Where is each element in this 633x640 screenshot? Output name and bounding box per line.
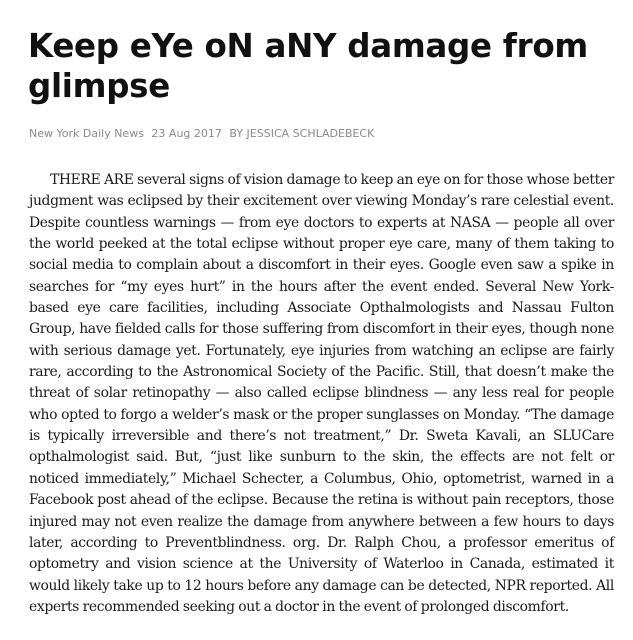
article-date: 23 Aug 2017 [151, 127, 222, 140]
article-body: THERE ARE several signs of vision damage to keep an eye on for those whose better judgment was eclipsed by their excitement over viewing Monday’s rare celestial event. Despite countless warnings — from eye doctors to experts at NASA — people all over the world peeked at the total eclipse without proper eye care, many of them taking to social media to complain about a discomfort in their eyes. Google even saw a spike in searches for “my eyes hurt” in the hours after the event ended. Several New York-based eye care facilities, including Associate Opthalmologists and Nassau Fulton Group, have fielded calls for those suffering from discomfort in their eyes, though none with serious damage yet. Fortunately, eye injuries from watching an eclipse are fairly rare, according to the Astronomical Society of the Pacific. Still, that doesn’t make the threat of solar retinopathy — also called eclipse blindness — any less real for people who opted to forgo a welder’s mask or the proper sunglasses on Monday. “The damage is typically irreversible and there’s not treatment,” Dr. Sweta Kavali, an SLUCare opthalmologist said. But, “just like sunburn to the skin, the effects are not felt or noticed immediately,” Michael Schecter, a Columbus, Ohio, optometrist, warned in a Facebook post ahead of the eclipse. Because the retina is without pain receptors, those injured may not even realize the damage from anywhere between a few hours to days later, according to Preventblindness. org. Dr. Ralph Chou, a professor emeritus of optometry and vision science at the University of Waterloo in Canada, estimated it would likely take up to 12 hours before any damage can be detected, NPR reported. All experts recommended seeking out a doctor in the event of prolonged discomfort. [29, 172, 614, 615]
article-headline: Keep eYe oN aNY damage from glimpse [28, 27, 588, 105]
article-byline: BY JESSICA SCHLADEBECK [229, 127, 375, 140]
article-meta [29, 127, 378, 141]
article-source: New York Daily News [29, 127, 144, 140]
